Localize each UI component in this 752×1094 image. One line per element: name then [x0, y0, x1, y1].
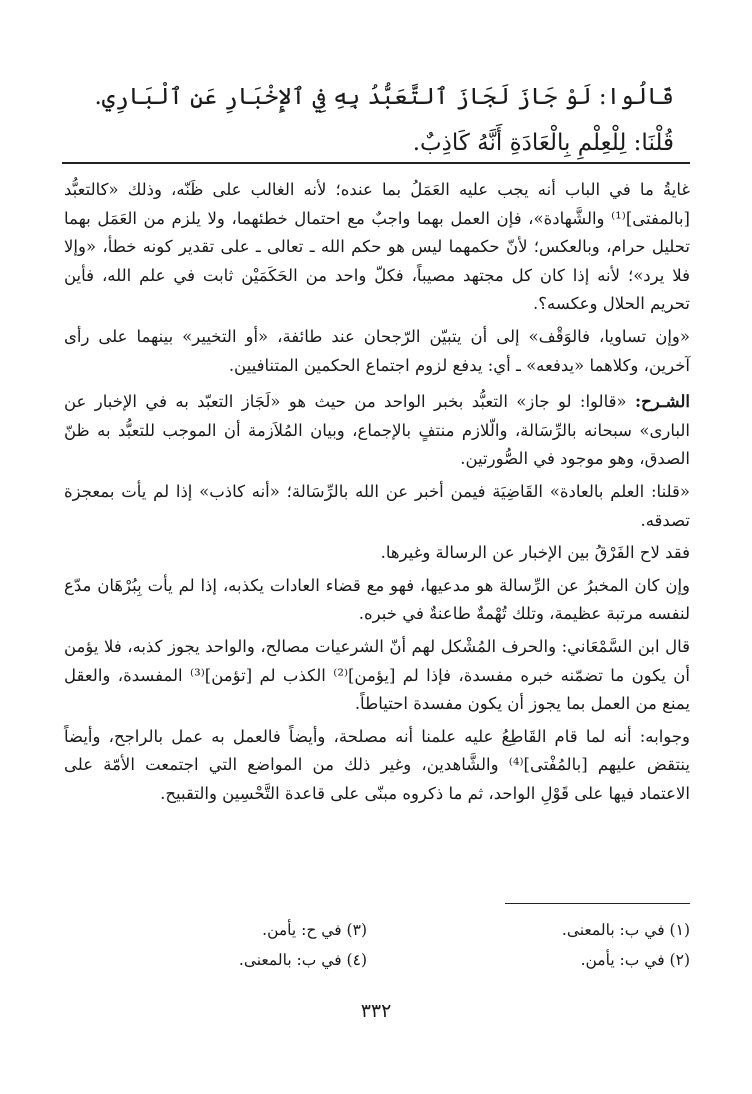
- paragraph-text: فقد لاح الفَرْقُ بين الإخبار عن الرسالة وغيرها.: [380, 543, 690, 563]
- footnote-2: (٢) في ب: يأمن.: [580, 951, 690, 969]
- footnote-3: (٣) في ح: يأمن.: [262, 921, 367, 939]
- commentary-paragraph-3: [64, 388, 690, 474]
- commentary-paragraph-6: [64, 572, 690, 629]
- paragraph-text: وإن كان المخبرُ عن الرِّسالة هو مدعيها، فهو مع قضاء العادات يكذبه، إذا لم يأت بِبُرْهَان مدّع لنفسه مرتبة عظيمة، وتلك تُهْمةٌ طاعنةٌ في خبره.: [64, 575, 690, 624]
- matn-line-2: قُلْنَا: لِلْعِلْمِ بِالْعَادَةِ أَنَّهُ كَاذِبٌ.: [412, 130, 674, 156]
- footnote-rule: [505, 903, 690, 904]
- paragraph-text: غايةُ ما في الباب أنه يجب عليه العَمَلُ بما عنده؛ لأنه الغالب على ظَنّه، وذلك «كالتعبُّد [بالمفتى]⁽¹⁾ والشَّهادة»، فإن العمل بهما واجبٌ مع احتمال خطئهما، ولا يلزم من العَمَل بهما تحليل حرام، وبالعكس؛ لأنّ حكمهما ليس هو حكم الله ـ تعالى ـ على تقدير كونه خطأ، «وإلا فلا يرد»؛ لأنه إذا كان كل مجتهد مصيباً، فكلّ واحد من الحَكَمَيْن ثابت في علم الله، فأين تحريم الحلال وعكسه؟.: [64, 180, 690, 314]
- commentary-paragraph-7: [64, 633, 690, 719]
- paragraph-text: «قلنا: العلم بالعادة» القَاضِيَة فيمن أخبر عن الله بالرِّسَالة؛ «أنه كاذب» إذا لم يأت بمعجزة تصدقه.: [64, 481, 690, 530]
- page-number: ٣٣٢: [360, 1000, 392, 1022]
- footnote-1: (١) في ب: بالمعنى.: [561, 921, 690, 939]
- commentary-paragraph-1: [64, 176, 690, 319]
- commentary-paragraph-8: [64, 723, 690, 809]
- footnote-4: (٤) في ب: بالمعنى.: [238, 951, 367, 969]
- matn-line-1: قَالُوا: لَوْ جَازَ لَجَازَ ٱلتَّعَبُّدُ بِهِ فِي ٱلإِخْبَارِ عَنِ ٱلْبَارِي.: [94, 84, 674, 110]
- paragraph-text: قال ابن السَّمْعَاني: والحرف المُشْكل لهم أنّ الشرعيات مصالح، والواحد يجوز كذبه، فلا يؤمن أن يكون ما تضمّنه خبره مفسدة، فإذا لم [يؤمن]⁽²⁾ الكذب لم [تؤمن]⁽³⁾ المفسدة، والعقل يمنع من العمل بما يجوز أن يكون مفسدة احتياطاً.: [64, 636, 691, 714]
- paragraph-text: «قالوا: لو جاز» التعبُّد بخبر الواحد من حيث هو «لَجَاز التعبّد به في الإخبار عن البارى» سبحانه بالرِّسَالة، والّلازم منتفٍ بالإجماع، وبيان المُلاَزمة أن الموجب للتعبُّد به ظنّ الصدق، وهو موجود في الصُّورتين.: [64, 392, 690, 469]
- commentary-block: [64, 176, 690, 812]
- matn-separator-rule: [62, 162, 690, 164]
- commentary-paragraph-2: [64, 323, 690, 380]
- matn-block: [74, 74, 674, 166]
- sharh-label: الشـرح:: [635, 392, 691, 412]
- paragraph-text: وجوابه: أنه لما قام القَاطِعُ عليه علمنا أنه مصلحة، وأيضاً فالعمل به عمل بالراجح، وأيضاً ينتقض عليهم [بالمُفْتى]⁽⁴⁾ والشَّاهدين، وغير ذلك من المواضع التي اجتمعت الأمّة على الاعتماد فيها على قَوْلِ الواحد، ثم ما ذكروه مبنّى على قاعدة التَّحْسِين والتقبيح.: [64, 726, 690, 803]
- commentary-paragraph-4: [64, 478, 690, 535]
- paragraph-text: «وإن تساويا، فالوَقْف» إلى أن يتبيّن الرّجحان عند طائفة، «أو التخيير» بينهما على رأى آخرين، وكلاهما «يدفعه» ـ أي: يدفع لزوم اجتماع الحكمين المتنافيين.: [64, 326, 690, 375]
- commentary-paragraph-5: [64, 539, 690, 568]
- footnotes: [64, 916, 690, 974]
